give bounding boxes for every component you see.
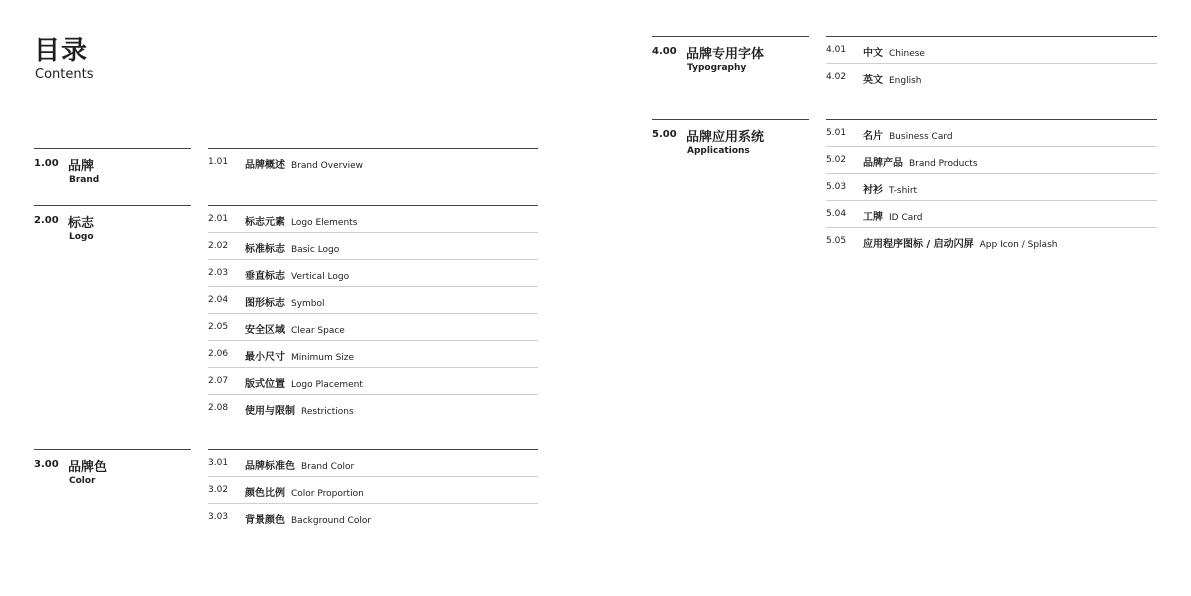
item-title-en: Minimum Size [291, 353, 355, 363]
item-title-zh: 应用程序图标 / 启动闪屏 [863, 239, 974, 250]
section-items [208, 449, 538, 530]
section-title: 品牌色 [68, 460, 108, 475]
item-number: 2.03 [208, 268, 229, 278]
item-number: 2.05 [208, 322, 229, 332]
item-title [245, 156, 363, 171]
item-number: 2.08 [208, 403, 229, 413]
item-title-zh: 品牌概述 [245, 160, 285, 171]
item-title [863, 127, 953, 142]
toc-item[interactable] [826, 64, 1157, 90]
toc-item[interactable] [208, 395, 538, 421]
item-title [245, 294, 325, 309]
item-title [863, 181, 917, 196]
section-items [826, 119, 1157, 254]
section-title: 品牌 [68, 159, 95, 174]
section-subtitle: Logo [69, 232, 94, 242]
item-number: 5.01 [826, 128, 847, 138]
item-title-en: Basic Logo [291, 245, 340, 255]
item-number: 3.01 [208, 458, 229, 468]
item-title [245, 484, 364, 499]
item-number: 5.03 [826, 182, 847, 192]
section-header [34, 205, 191, 246]
section-number: 5.00 [652, 129, 677, 140]
item-title-en: Logo Elements [291, 218, 358, 228]
item-title-zh: 品牌产品 [863, 158, 903, 169]
item-number: 5.02 [826, 155, 847, 165]
toc-item[interactable] [826, 37, 1157, 64]
section-subtitle: Applications [687, 146, 750, 156]
item-title-zh: 版式位置 [245, 379, 285, 390]
item-number: 4.01 [826, 45, 847, 55]
section-items [826, 36, 1157, 90]
item-title-en: Restrictions [301, 407, 354, 417]
section-items [208, 205, 538, 421]
item-title-zh: 名片 [863, 131, 883, 142]
section-number: 2.00 [34, 215, 59, 226]
item-number: 2.02 [208, 241, 229, 251]
section-number: 1.00 [34, 158, 59, 169]
item-title [245, 267, 349, 282]
toc-item[interactable] [208, 504, 538, 530]
item-number: 2.07 [208, 376, 229, 386]
section-title: 标志 [68, 216, 95, 231]
item-number: 2.04 [208, 295, 229, 305]
item-number: 2.01 [208, 214, 229, 224]
item-title-zh: 图形标志 [245, 298, 285, 309]
item-number: 5.05 [826, 236, 847, 246]
item-title-en: Color Proportion [291, 489, 364, 499]
toc-item[interactable] [826, 174, 1157, 201]
section-subtitle: Brand [69, 175, 100, 185]
item-number: 3.03 [208, 512, 229, 522]
toc-item[interactable] [826, 147, 1157, 174]
item-title-en: Background Color [291, 516, 372, 526]
item-title-zh: 最小尺寸 [245, 352, 285, 363]
item-title-zh: 中文 [863, 48, 883, 59]
section-title: 品牌应用系统 [686, 130, 765, 145]
item-title-zh: 英文 [863, 75, 883, 86]
section-subtitle: Typography [687, 63, 747, 73]
page-title: 目录 [34, 36, 89, 66]
item-title [863, 208, 923, 223]
item-title [245, 348, 354, 363]
item-title-zh: 标准标志 [245, 244, 285, 255]
item-title-en: Brand Color [301, 462, 355, 472]
item-title [245, 402, 354, 417]
item-title-zh: 颜色比例 [245, 488, 285, 499]
item-title-en: Logo Placement [291, 380, 363, 390]
toc-item[interactable] [826, 201, 1157, 228]
section-header [652, 36, 809, 77]
section-number: 4.00 [652, 46, 677, 57]
item-title-en: English [889, 76, 922, 86]
item-title-zh: 工牌 [863, 212, 883, 223]
item-title-en: Symbol [291, 299, 325, 309]
item-title [245, 240, 339, 255]
toc-item[interactable] [208, 477, 538, 504]
item-title-zh: 使用与限制 [245, 406, 295, 417]
page-subtitle: Contents [35, 67, 94, 82]
item-title-en: Clear Space [291, 326, 345, 336]
item-title-en: Chinese [889, 49, 925, 59]
item-number: 4.02 [826, 72, 847, 82]
item-title [863, 235, 1057, 250]
item-title-en: ID Card [889, 213, 923, 223]
item-number: 3.02 [208, 485, 229, 495]
toc-item[interactable] [208, 341, 538, 368]
section-header [34, 148, 191, 189]
item-number: 2.06 [208, 349, 229, 359]
item-title [863, 44, 925, 59]
toc-item[interactable] [208, 149, 538, 175]
toc-item[interactable] [208, 450, 538, 477]
toc-item[interactable] [826, 120, 1157, 147]
item-title [245, 375, 363, 390]
item-title-zh: 标志元素 [245, 217, 285, 228]
item-title [245, 321, 345, 336]
toc-item[interactable] [826, 228, 1157, 254]
section-header [34, 449, 191, 490]
section-title: 品牌专用字体 [686, 47, 765, 62]
item-number: 5.04 [826, 209, 847, 219]
item-title [863, 154, 978, 169]
toc-item[interactable] [208, 260, 538, 287]
item-title [245, 511, 371, 526]
section-items [208, 148, 538, 175]
item-title-zh: 背景颜色 [245, 515, 285, 526]
toc-item[interactable] [208, 368, 538, 395]
section-number: 3.00 [34, 459, 59, 470]
section-subtitle: Color [69, 476, 96, 486]
item-title-zh: 安全区域 [245, 325, 285, 336]
toc-item[interactable] [208, 314, 538, 341]
item-title-en: Brand Products [909, 159, 978, 169]
toc-item[interactable] [208, 287, 538, 314]
toc-item[interactable] [208, 206, 538, 233]
item-number: 1.01 [208, 157, 229, 167]
section-header [652, 119, 809, 160]
item-title-zh: 品牌标准色 [245, 461, 295, 472]
item-title [863, 71, 922, 86]
item-title [245, 457, 354, 472]
item-title-en: App Icon / Splash [979, 240, 1058, 250]
item-title-zh: 垂直标志 [245, 271, 285, 282]
toc-item[interactable] [208, 233, 538, 260]
item-title-en: T-shirt [889, 186, 918, 196]
item-title-zh: 衬衫 [863, 185, 883, 196]
item-title-en: Vertical Logo [291, 272, 350, 282]
item-title [245, 213, 357, 228]
item-title-en: Brand Overview [291, 161, 364, 171]
item-title-en: Business Card [889, 132, 953, 142]
